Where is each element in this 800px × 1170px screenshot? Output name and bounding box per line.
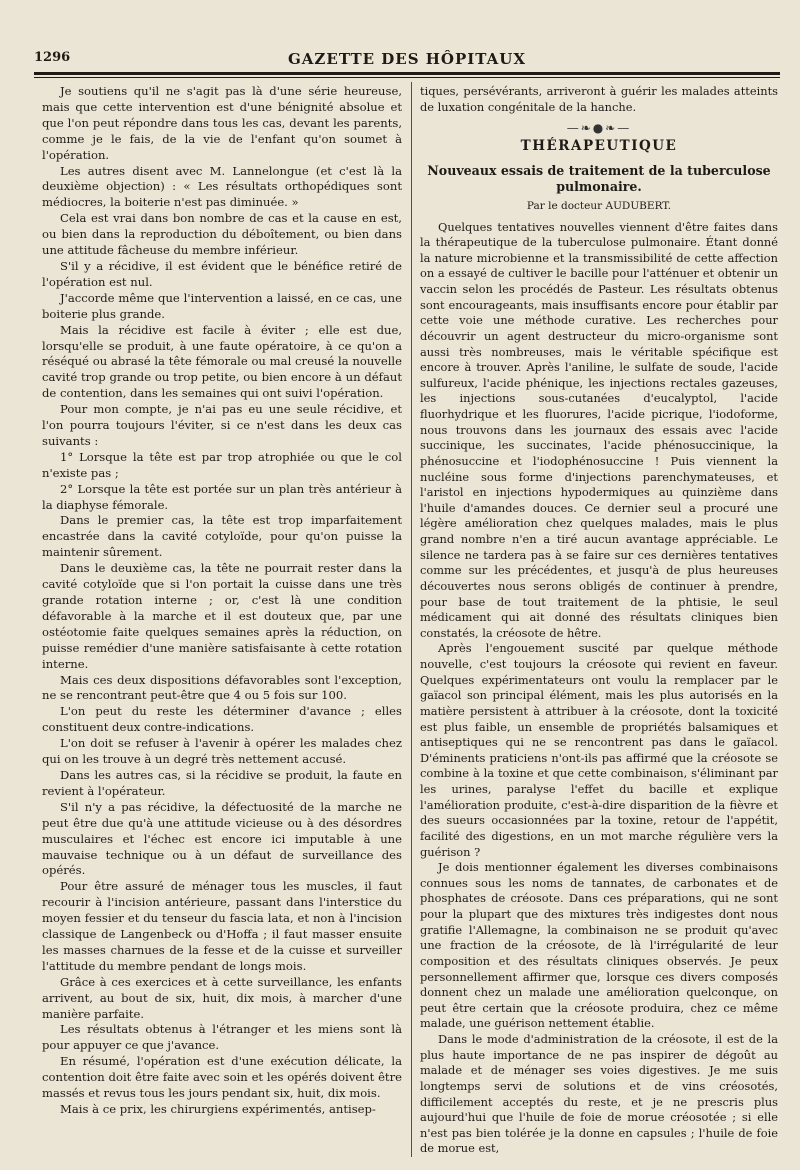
article-title: Nouveaux essais de traitement de la tuberculose pulmonaire. xyxy=(427,162,771,194)
paragraph: Dans le deuxième cas, la tête ne pourrait rester dans la cavité cotyloïde que si l'on portait la cuisse dans une très grande rotation interne ; or, c'est là une condition défavorable à la marche et il est douteux que, par une ostéotomie faite quelques semaines après la réduction, on puisse remédier d'une manière satisfaisante à cette rotation interne. xyxy=(42,561,402,671)
paragraph: Dans le premier cas, la tête est trop imparfaitement encastrée dans la cavité cotyloïde, pour qu'on puisse la maintenir sûrement. xyxy=(42,513,402,560)
paragraph: S'il n'y a pas récidive, la défectuosité de la marche ne peut être due qu'à une attitude vicieuse ou à des désordres musculaires et l'échec est encore ici imputable à une mauvaise technique ou à un défaut de surveillance des opérés. xyxy=(42,799,402,878)
header-rule-thin xyxy=(34,77,780,78)
paragraph: Pour mon compte, je n'ai pas eu une seule récidive, et l'on pourra toujours l'éviter, si ce n'est dans les deux cas suivants : xyxy=(42,402,402,448)
paragraph: Je soutiens qu'il ne s'agit pas là d'une série heureuse, mais que cette intervention est d'une bénignité absolue et que l'on peut répondre dans tous les cas, devant les parents, comme je le fais, de la vie de l'enfant qu'on soumet à l'opération. xyxy=(42,84,402,162)
page-number: 1296 xyxy=(34,50,71,65)
paragraph: Dans les autres cas, si la récidive se produit, la faute en revient à l'opérateur. xyxy=(42,767,402,798)
column-divider xyxy=(411,82,412,1157)
paragraph: Les résultats obtenus à l'étranger et les miens sont là pour appuyer ce que j'avance. xyxy=(42,1022,402,1053)
paragraph: Après l'engouement suscité par quelque méthode nouvelle, c'est toujours la créosote qui revient en faveur. Quelques expérimentateurs ont voulu la remplacer par le gaïacol son principal élément, mais les plus autorisés en la matière persistent à attribuer à la créosote, dont la toxicité est plus faible, un ensemble de propriétés balsamiques et antiseptiques qui ne se rencontrent pas dans le gaïacol. D'éminents praticiens n'ont-ils pas affirmé que la créosote se combine à la toxine et que cette combinaison, s'éliminant par les urines, paralyse l'effet du bacille et explique l'amélioration produite, c'est-à-dire disparition de la fièvre et des sueurs occasionnées par la toxine, retour de l'appétit, facilité des digestions, en un mot marche régulière vers la guérison ? xyxy=(420,641,778,859)
section-title: THÉRAPEUTIQUE xyxy=(520,138,678,155)
paragraph: 1° Lorsque la tête est par trop atrophiée ou que le col n'existe pas ; xyxy=(42,449,402,480)
paragraph: Les autres disent avec M. Lannelongue (et c'est là la deuxième objection) : « Les résultats orthopédiques sont médiocres, la boiterie n'est pas diminuée. » xyxy=(42,163,402,210)
continued-paragraph: tiques, persévérants, arriveront à guérir les malades atteints de luxation congénitale de la hanche. xyxy=(420,84,778,114)
paragraph: Dans le mode d'administration de la créosote, il est de la plus haute importance de ne pas inspirer de dégoût au malade et de ménager ses voies digestives. Je me suis longtemps servi de solutions et de vins créosotés, difficilement acceptés du reste, et je ne prescris plus aujourd'hui que l'huile de foie de morue créosotée ; si elle n'est pas bien tolérée je la donne en capsules ; l'huile de foie de morue est, xyxy=(420,1032,778,1156)
article-byline: Par le docteur AUDUBERT. xyxy=(526,199,672,212)
paragraph: J'accorde même que l'intervention a laissé, en ce cas, une boiterie plus grande. xyxy=(42,290,402,321)
right-column xyxy=(420,84,778,1157)
paragraph: Cela est vrai dans bon nombre de cas et la cause en est, ou bien dans la reproduction du déboîtement, ou bien dans une attitude fâcheuse du membre inférieur. xyxy=(42,211,402,258)
left-column xyxy=(42,84,402,1118)
header-rule-thick xyxy=(34,72,780,75)
section-ornament: —❧●❧— xyxy=(566,121,632,136)
page-header xyxy=(34,50,780,72)
paragraph: Mais à ce prix, les chirurgiens expérimentés, antisep- xyxy=(60,1102,376,1116)
paragraph: 2° Lorsque la tête est portée sur un plan très antérieur à la diaphyse fémorale. xyxy=(42,481,402,512)
paragraph: Pour être assuré de ménager tous les muscles, il faut recourir à l'incision antérieure, passant dans l'interstice du moyen fessier et du tenseur du fascia lata, et non à l'incision classique de Langenbeck ou d'Hoffa ; il faut masser ensuite les masses charnues de la fesse et de la cuisse et surveiller l'attitude du membre pendant de longs mois. xyxy=(42,879,402,973)
paragraph: L'on doit se refuser à l'avenir à opérer les malades chez qui on les trouve à un degré très nettement accusé. xyxy=(42,736,402,767)
paragraph: Grâce à ces exercices et à cette surveillance, les enfants arrivent, au bout de six, huit, dix mois, à marcher d'une manière parfaite. xyxy=(42,974,402,1021)
paragraph: S'il y a récidive, il est évident que le bénéfice retiré de l'opération est nul. xyxy=(42,258,402,289)
paragraph: Mais ces deux dispositions défavorables sont l'exception, ne se rencontrant peut-être que 4 ou 5 fois sur 100. xyxy=(42,672,402,703)
paragraph: Je dois mentionner également les diverses combinaisons connues sous les noms de tannates, de carbonates et de phosphates de créosote. Dans ces préparations, qui ne sont pour la plupart que des mixtures très indigestes dont nous gratifie l'Allemagne, la combinaison ne se produit qu'avec une fraction de la créosote, de là l'irrégularité de leur composition et des résultats cliniques observés. Je peux personnellement affirmer que, lorsque ces divers composés donnent chez un malade une amélioration quelconque, on peut être certain que la créosote produira, chez ce même malade, une guérison nettement établie. xyxy=(420,860,778,1031)
paragraph: L'on peut du reste les déterminer d'avance ; elles constituent deux contre-indications. xyxy=(42,704,402,735)
paragraph: En résumé, l'opération est d'une exécution délicate, la contention doit être faite avec soin et les opérés doivent être massés et revus tous les jours pendant six, huit, dix mois. xyxy=(42,1054,402,1101)
journal-title: GAZETTE DES HÔPITAUX xyxy=(287,50,526,68)
paragraph: Mais la récidive est facile à éviter ; elle est due, lorsqu'elle se produit, à une faute opératoire, à ce qu'on a réséqué ou abrasé la tête fémorale ou mal creusé la nouvelle cavité trop grande ou trop petite, ou bien encore à un défaut de contention, dans les semaines qui ont suivi l'opération. xyxy=(42,322,402,401)
paragraph: Quelques tentatives nouvelles viennent d'être faites dans la thérapeutique de la tuberculose pulmonaire. Étant donné la nature microbienne et la transmissibilité de cette affection on a essayé de cultiver le bacille pour l'atténuer et obtenir un vaccin selon les procédés de Pasteur. Les résultats obtenus sont encourageants, mais insuffisants encore pour établir par cette voie une méthode curative. Les recherches pour découvrir un agent destructeur du micro-organisme sont aussi très nombreuses, mais le véritable spécifique est encore à trouver. Après l'aniline, le sulfate de soude, l'acide sulfureux, l'acide phénique, les injections rectales gazeuses, les injections sous-cutanées d'eucalyptol, l'acide fluorhydrique et les fluorures, l'acide picrique, l'iodoforme, nous trouvons dans les journaux des essais avec l'acide succinique, les succinates, l'acide phénosuccinique, la phénosuccine et l'iodophénosuccine ! Puis viennent la nucléine sous forme d'injections parenchymateuses, et l'aristol en injections hypodermiques au quinzième dans l'huile d'amandes douces. Ce dernier seul a procuré une légère amélioration chez quelques malades, mais le plus grand nombre n'en a tiré aucun avantage appréciable. Le silence ne tardera pas à se faire sur ces dernières tentatives comme sur les précédentes, et jusqu'à de plus heureuses découvertes nous serons obligés de continuer à prendre, pour base de tout traitement de la phtisie, le seul médicament qui ait donné des résultats cliniques bien constatés, la créosote de hêtre. xyxy=(420,219,778,640)
